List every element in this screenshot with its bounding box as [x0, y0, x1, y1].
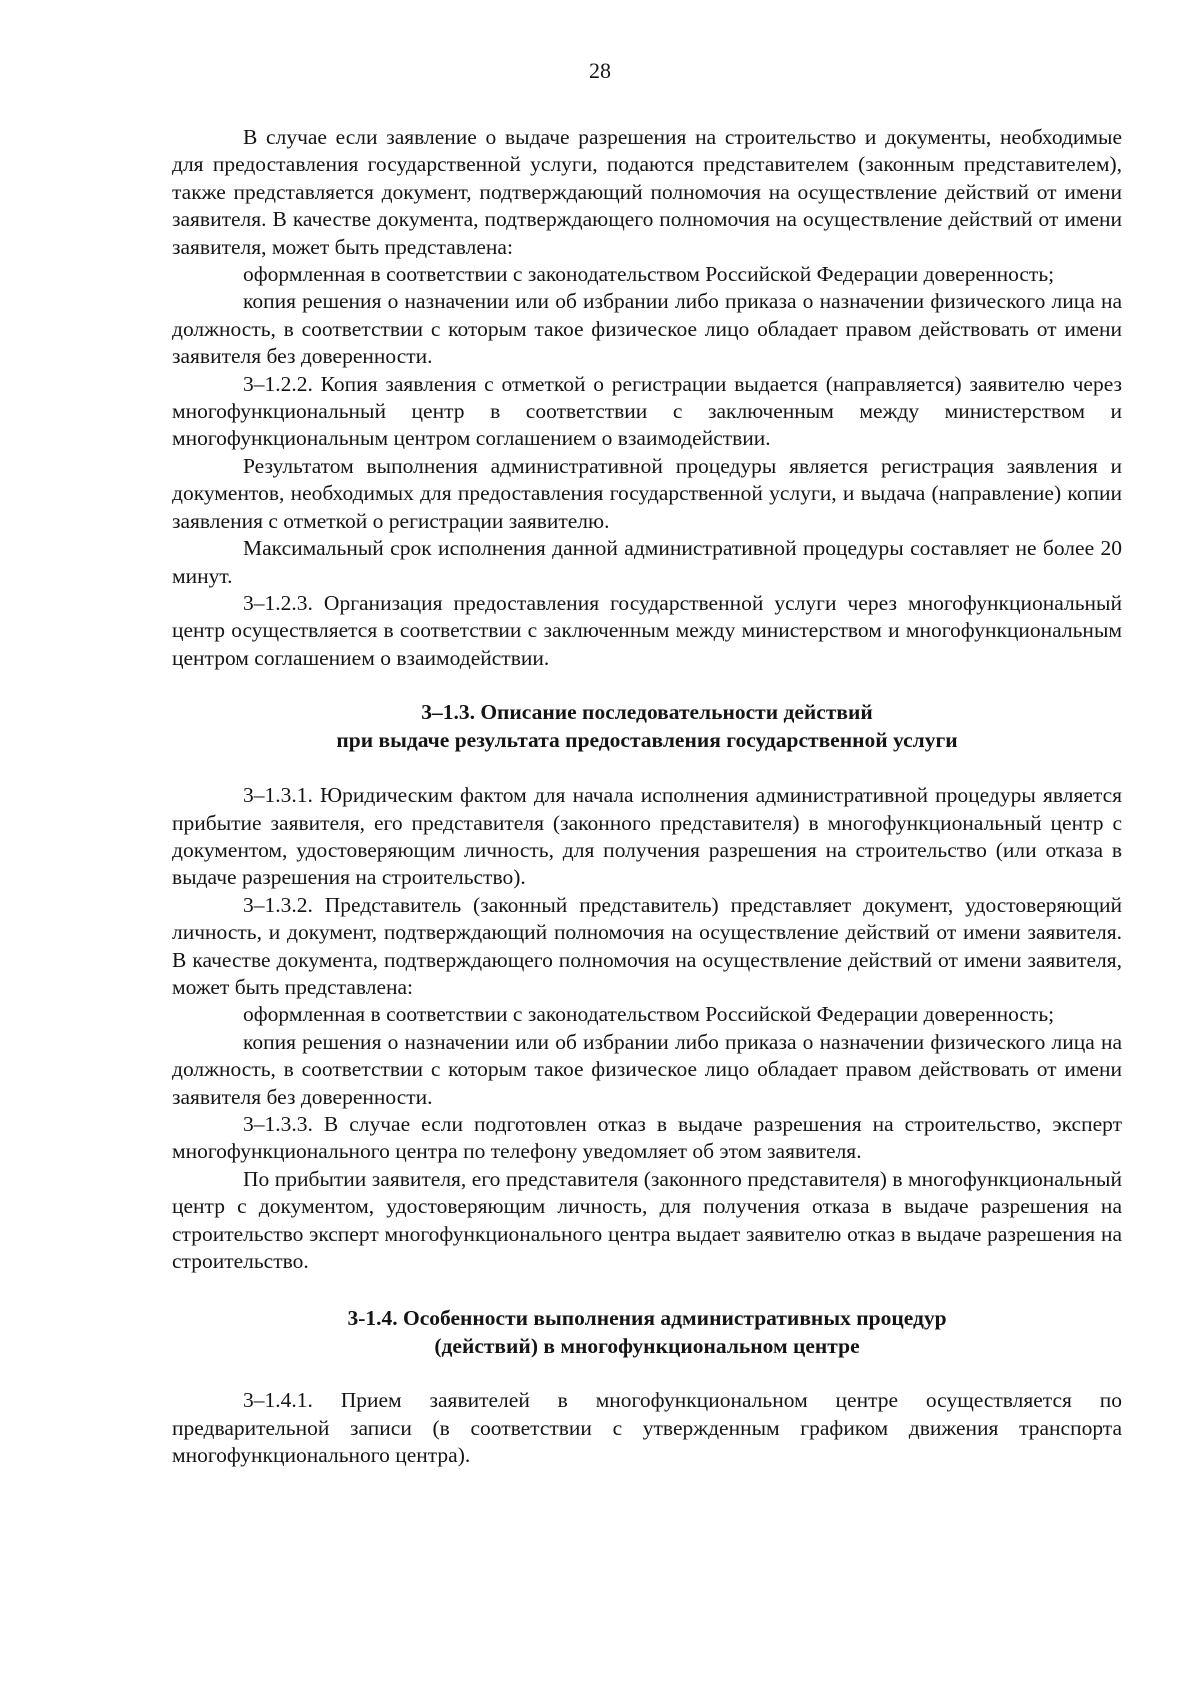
paragraph-power-of-attorney-2: оформленная в соответствии с законодательством Российской Федерации доверенность;: [243, 1002, 1055, 1027]
paragraph-3-1-3-1: 3–1.3.1. Юридическим фактом для начала исполнения административной процедуры является прибытие заявителя, его представителя (законного представителя) в многофункциональный центр с документом, удостоверяющим личность, для получения разрешения на строительство (или отказа в выдаче разрешения на строительство).: [172, 783, 1122, 890]
section-heading-3-1-4: [172, 1304, 1122, 1360]
paragraph-3-1-4-1: 3–1.4.1. Прием заявителей в многофункциональном центре осуществляется по предварительной записи (в соответствии с утвержденным графиком движения транспорта многофункционального центра).: [172, 1388, 1122, 1468]
section-heading-3-1-4-line1: 3-1.4. Особенности выполнения административных процедур: [347, 1306, 947, 1331]
paragraph-procedure-result: Результатом выполнения административной процедуры является регистрация заявления и документов, необходимых для предоставления государственной услуги, и выдача (направление) копии заявления с отметкой о регистрации заявителю.: [172, 453, 1122, 533]
paragraph-representative-documents: В случае если заявление о выдаче разрешения на строительство и документы, необходимые для предоставления государственной услуги, подаются представителем (законным представителем), также представляется документ, подтверждающий полномочия на осуществление действий от имени заявителя. В качестве документа, подтверждающего полномочия на осуществление действий от имени заявителя, может быть представлена:: [172, 125, 1122, 259]
paragraph-max-duration: Максимальный срок исполнения данной административной процедуры составляет не более 20 минут.: [172, 536, 1122, 588]
paragraph-appointment-decision-copy-2: копия решения о назначении или об избрании либо приказа о назначении физического лица на должность, в соответствии с которым такое физическое лицо обладает правом действовать от имени заявителя без доверенности.: [172, 1029, 1122, 1109]
paragraph-3-1-3-2: 3–1.3.2. Представитель (законный представитель) представляет документ, удостоверяющий личность, и документ, подтверждающий полномочия на осуществление действий от имени заявителя. В качестве документа, подтверждающего полномочия на осуществление действий от имени заявителя, может быть представлена:: [172, 892, 1122, 999]
paragraph-appointment-decision-copy: копия решения о назначении или об избрании либо приказа о назначении физического лица на должность, в соответствии с которым такое физическое лицо обладает правом действовать от имени заявителя без доверенности.: [172, 289, 1122, 369]
section-heading-3-1-3: [172, 698, 1122, 754]
paragraph-3-1-2-3: 3–1.2.3. Организация предоставления государственной услуги через многофункциональный центр осуществляется в соответствии с заключенным между министерством и многофункциональным центром соглашением о взаимодействии.: [172, 590, 1122, 670]
paragraph-refusal-issue: По прибытии заявителя, его представителя (законного представителя) в многофункциональный центр с документом, удостоверяющим личность, для получения отказа в выдаче разрешения на строительство эксперт многофункционального центра выдает заявителю отказ в выдаче разрешения на строительство.: [172, 1166, 1122, 1274]
section-heading-3-1-3-line2: при выдаче результата предоставления государственной услуги: [336, 728, 958, 753]
section-heading-3-1-4-line2: (действий) в многофункциональном центре: [434, 1334, 860, 1359]
paragraph-3-1-2-2: 3–1.2.2. Копия заявления с отметкой о регистрации выдается (направляется) заявителю через многофункциональный центр в соответствии с заключенным между министерством и многофункциональным центром соглашением о взаимодействии.: [172, 371, 1122, 451]
page-number: 28: [589, 58, 611, 83]
section-heading-3-1-3-line1: 3–1.3. Описание последовательности действий: [421, 700, 873, 725]
document-body: [172, 124, 1122, 1470]
paragraph-3-1-3-3: 3–1.3.3. В случае если подготовлен отказ в выдаче разрешения на строительство, эксперт многофункционального центра по телефону уведомляет об этом заявителя.: [172, 1112, 1122, 1164]
paragraph-power-of-attorney: оформленная в соответствии с законодательством Российской Федерации доверенность;: [243, 262, 1055, 287]
